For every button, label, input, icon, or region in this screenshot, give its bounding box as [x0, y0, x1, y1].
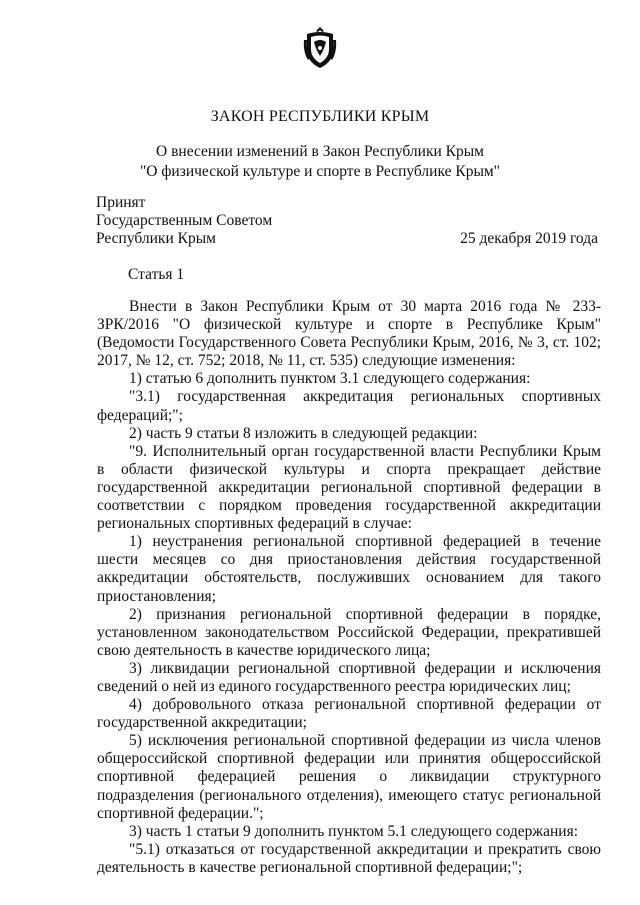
law-title: ЗАКОН РЕСПУБЛИКИ КРЫМ [210, 108, 430, 125]
adoption-line-2: Государственным Советом [96, 212, 273, 229]
paragraph: 2) часть 9 статьи 8 изложить в следующей редакции: [129, 424, 478, 442]
paragraph: "3.1) государственная аккредитация региональных спортивных федераций;"; [97, 388, 601, 424]
paragraph: 5) исключения региональной спортивной федерации из числа членов общероссийской спортивной федерации или принятия общероссийской спортивной федерацией решения о ликвидации структурного подразделения (регионального отделения), имеющего статус региональной спортивной федерации."; [97, 732, 601, 822]
paragraph: 3) ликвидации региональной спортивной федерации и исключения сведений о ней из единого государственного реестра юридических лиц; [97, 659, 601, 695]
subtitle-line-2: "О физической культуре и спорте в Республике Крым" [139, 163, 500, 180]
paragraph: 1) неустранения региональной спортивной федерацией в течение шести месяцев со дня приостановления действия государственной аккредитации обстоятельств, послуживших основанием для такого приостановления; [97, 533, 601, 605]
paragraph: 1) статью 6 дополнить пунктом 3.1 следующего содержания: [129, 370, 531, 388]
adoption-line-3: Республики Крым [96, 230, 216, 247]
paragraph: 2) признания региональной спортивной федерации в порядке, установленном законодательством Российской Федерации, прекратившей свою деятельность в качестве юридического лица; [97, 605, 601, 659]
paragraph: "5.1) отказаться от государственной аккредитации и прекратить свою деятельность в качестве региональной спортивной федерации;"; [97, 840, 601, 876]
law-subtitle [0, 142, 640, 182]
paragraph: 3) часть 1 статьи 9 дополнить пунктом 5.1 следующего содержания: [129, 822, 579, 840]
article-body [97, 298, 601, 877]
paragraph: 4) добровольного отказа региональной спортивной федерации от государственной аккредитации; [97, 696, 601, 732]
paragraph: Внести в Закон Республики Крым от 30 марта 2016 года № 233-ЗРК/2016 "О физической культуре и спорте в Республике Крым" (Ведомости Государственного Совета Республики Крым, 2016, № 3, ст. 102; 2017, № 12, ст. 752; 2018, № 11, ст. 535) следующие изменения: [97, 298, 601, 370]
adoption-line-1: Принят [96, 194, 146, 211]
paragraph: "9. Исполнительный орган государственной власти Республики Крым в области физической культуры и спорта прекращает действие государственной аккредитации региональной спортивной федерации в соответствии с порядком проведения государственной аккредитации региональных спортивных федераций в случае: [97, 442, 601, 533]
adoption-block [96, 194, 272, 248]
crimea-coat-of-arms-icon [302, 26, 338, 70]
article-heading: Статья 1 [128, 266, 185, 283]
adoption-date: 25 декабря 2019 года [460, 230, 598, 247]
subtitle-line-1: О внесении изменений в Закон Республики Крым [156, 143, 484, 160]
